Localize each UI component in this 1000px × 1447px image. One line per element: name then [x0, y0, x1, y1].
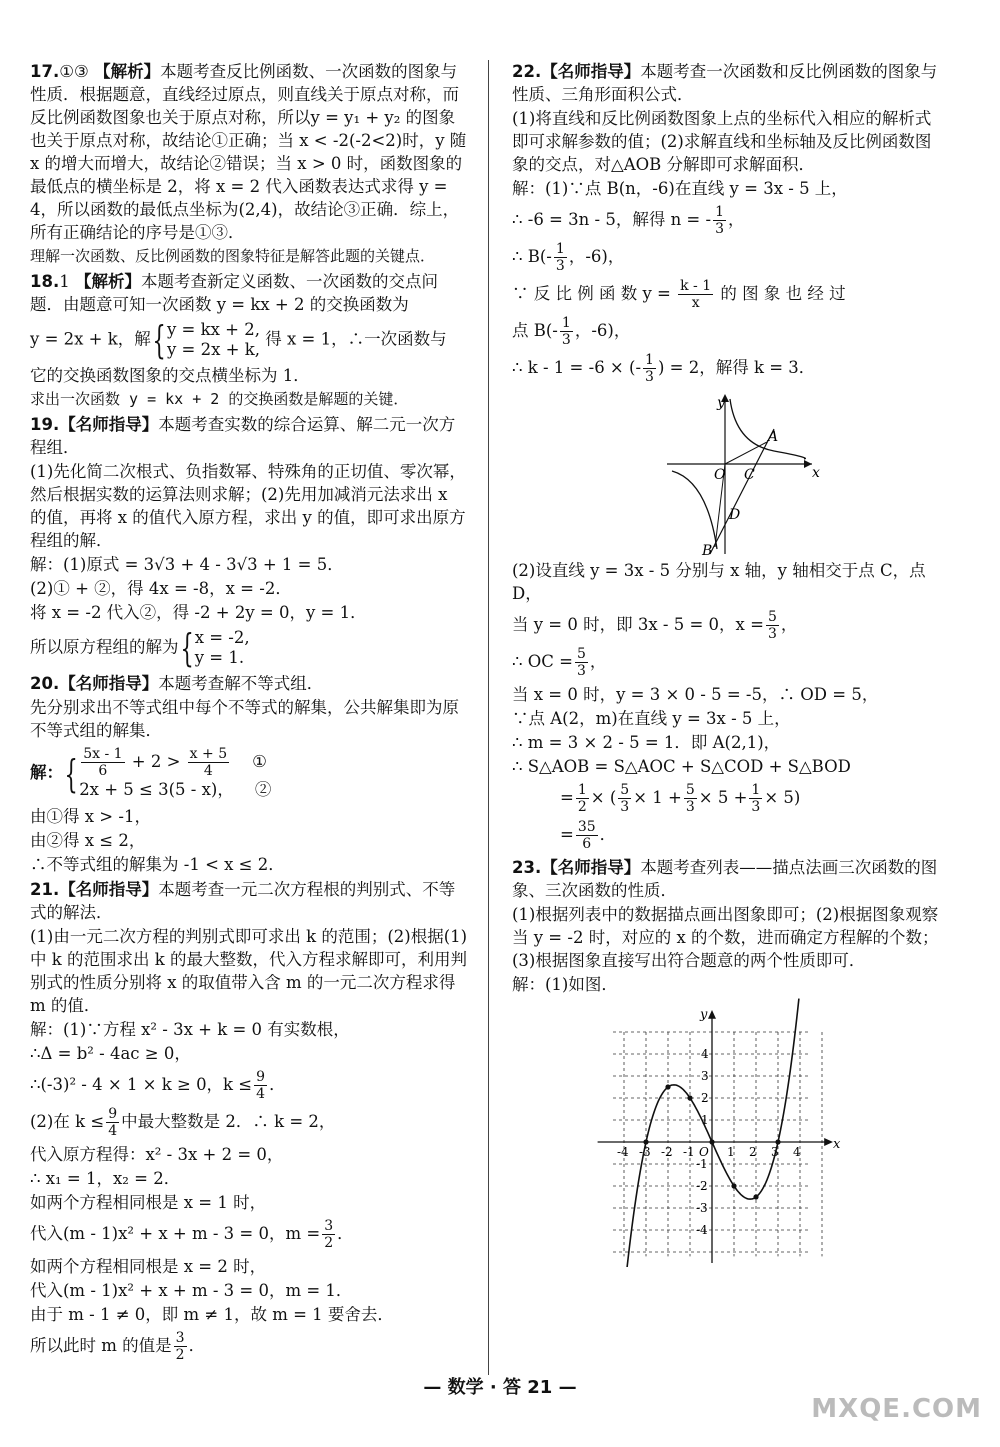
solution-line: 代入(m - 1)x² + x + m - 3 = 0，m = $\frac{3}{2}$ ． [30, 1218, 354, 1251]
key-note: 求出一次函数 y = kx + 2 的交换函数是解题的关键． [30, 390, 409, 408]
fraction: $\frac{35}{6}$ [577, 819, 596, 852]
x-tick-label: -1 [683, 1145, 695, 1159]
solution-line: ∴(-3)² - 4 × 1 × k ≥ 0，k ≤ $\frac{9}{4}$ ． [30, 1069, 286, 1102]
solution-line: 如两个方程相同根是 x = 1 时， [30, 1193, 267, 1212]
solution-line: 解：(1)原式 = 3√3 + 4 - 3√3 + 1 = 5． [30, 555, 344, 574]
solution-line: 当 y = 0 时，即 3x - 5 = 0，x = $\frac{5}{3}$ ， [512, 609, 798, 642]
question-number: 22. [512, 62, 542, 81]
question-number: 19. [30, 415, 60, 434]
x-tick-label: 4 [793, 1145, 801, 1159]
x-tick-label: 3 [771, 1145, 779, 1159]
solution-line: 解：(1)∵点 B(n，-6)在直线 y = 3x - 5 上， [512, 179, 848, 198]
solution-line: ∴ x₁ = 1，x₂ = 2． [30, 1169, 181, 1188]
equation-system [195, 628, 250, 668]
x-tick-label: -2 [661, 1145, 673, 1159]
plotted-point [665, 1084, 670, 1089]
question-21 [30, 878, 468, 924]
fraction: $\frac{1}{2}$ [577, 782, 587, 815]
equation: y = 2x + k, [166, 340, 260, 359]
watermark-logo: MXQE.COM [811, 1394, 982, 1424]
solution-line: 将 x = -2 代入②，得 -2 + 2y = 0，y = 1． [30, 603, 367, 622]
inequalities [79, 746, 271, 801]
question-number: 23. [512, 858, 542, 877]
fraction: $\frac{1}{3}$ [751, 782, 761, 815]
solution-line: ∴ S△AOB = S△AOC + S△COD + S△BOD [512, 757, 851, 776]
x-tick-label: 1 [727, 1145, 735, 1159]
intro: 本题考查列表——描点法画三次函数的图象、三次函数的性质． [512, 858, 938, 900]
fraction: $\frac{5}{3}$ [767, 609, 777, 642]
analysis-body: 本题考查新定义函数、一次函数的交点问题．由题意可知一次函数 y = kx + 2 的交换函数为 [30, 272, 438, 314]
question-17 [30, 60, 468, 244]
intro: 本题考查一元二次方程根的判别式、不等式的解法． [30, 880, 456, 922]
x-tick-label: -4 [617, 1145, 629, 1159]
intro: 本题考查一次函数和反比例函数的图象与性质、三角形面积公式． [512, 62, 938, 104]
solution-line: 当 x = 0 时，y = 3 × 0 - 5 = -5，∴ OD = 5， [512, 685, 879, 704]
solution-line: 解：(1)∵方程 x² - 3x + k = 0 有实数根， [30, 1020, 350, 1039]
solution-line: 由①得 x > -1， [30, 807, 151, 826]
equation: x = -2, [194, 628, 250, 647]
right-column [512, 60, 942, 1267]
y-tick-label: -4 [696, 1223, 708, 1237]
inequality-1: $\frac{5x - 1}{6}$ + 2 > $\frac{x + 5}{4}$ ① [83, 746, 267, 779]
plotted-point [709, 1139, 714, 1144]
hyperbola-line-figure [512, 389, 942, 559]
x-label: x [812, 465, 820, 481]
question-18 [30, 270, 468, 316]
solution-line: 由②得 x ≤ 2， [30, 831, 146, 850]
x-axis-arrow [804, 460, 812, 468]
y-tick-label: -2 [696, 1179, 708, 1193]
fraction: $\frac{x + 5}{4}$ [189, 746, 228, 779]
inequality-2: 2x + 5 ≤ 3(5 - x)， ② [79, 780, 272, 799]
y-label: y [700, 1007, 708, 1023]
guide-text: (1)由一元二次方程的判别式即可求出 k 的范围；(2)根据(1)中 k 的范围求出 k 的最大整数，代入方程求解即可，利用判别式的性质分别将 x 的取值带入含 m 的一元二次方程求得 m 的值． [30, 927, 468, 1015]
plotted-point [643, 1139, 648, 1144]
y-tick-label: -1 [696, 1157, 708, 1171]
x-axis-arrow [824, 1138, 833, 1146]
analysis-body: 本题考查反比例函数、一次函数的图象与性质．根据题意，直线经过原点，则直线关于原点对称，而反比例函数图象也关于原点对称，所以y = y₁ + y₂ 的图象也关于原点对称，故结论①正确；当 x < -2(-2<2)时，y 随 x 的增大而增大，故结论②错误；当 x > 0 时，函数图象的最低点的横坐标是 2，将 x = 2 代入函数表达式求得 y = 4，所以函数的最低点坐标为(2,4)，故结论③正确．综上，所有正确结论的序号是①③． [30, 62, 467, 242]
question-23 [512, 856, 942, 902]
fraction: $\frac{9}{4}$ [256, 1069, 266, 1102]
solution-line: (2)① + ②，得 4x = -8，x = -2． [30, 579, 292, 598]
fraction: $\frac{1}{3}$ [645, 352, 654, 385]
solution-system [30, 628, 468, 668]
equation: y = kx + 2, [166, 320, 260, 339]
plotted-point [731, 1183, 736, 1188]
solution-line: 代入原方程得：x² - 3x + 2 = 0， [30, 1145, 284, 1164]
fraction: $\frac{5}{3}$ [576, 646, 586, 679]
hyperbola-branch-2 [672, 471, 717, 549]
question-number: 20. [30, 674, 60, 693]
solution-line: ∴ OC = $\frac{5}{3}$ ， [512, 646, 607, 679]
text: 所以原方程组的解为 [30, 637, 179, 657]
point-A-label: A [768, 429, 779, 445]
plotted-point [775, 1139, 780, 1144]
y-axis-arrow [708, 1010, 716, 1019]
solution-label: 解： [30, 763, 63, 782]
intro: 本题考查实数的综合运算、解二元一次方程组． [30, 415, 456, 457]
solution-line: 点 B(- $\frac{1}{3}$ ，-6)， [512, 315, 631, 348]
point-C-label: C [744, 467, 755, 483]
conclusion: 它的交换函数图象的交点横坐标为 1． [30, 366, 310, 385]
solution-line: ∴ k - 1 = -6 × (- $\frac{1}{3}$ ) = 2，解得 k = 3． [512, 352, 816, 385]
x-label: x [833, 1137, 841, 1152]
analysis-tag: 【解析】 [94, 62, 161, 81]
solution-line: 所以此时 m 的值是 $\frac{3}{2}$ ． [30, 1330, 206, 1363]
guide-tag: 【名师指导】 [59, 674, 159, 693]
inequality-system [30, 746, 468, 801]
guide-text: (1)先化简二次根式、负指数幂、特殊角的正切值、零次幂，然后根据实数的运算法则求解；(2)先用加减消元法求出 x 的值，再将 x 的值代入原方程，求出 y 的值，即可求出原方程组的解． [30, 462, 466, 550]
line-y-3x-5 [710, 429, 774, 554]
text: y = 2x + k，解 [30, 329, 151, 349]
solution-line: = $\frac{1}{2}$ × ( $\frac{5}{3}$ × 1 + $\frac{5}{3}$ × 5 + $\frac{1}{3}$ × 5) [560, 782, 801, 815]
y-tick-label: 4 [701, 1047, 709, 1061]
fraction: $\frac{1}{3}$ [561, 315, 571, 348]
page-footer: — 数学 · 答 21 — [423, 1377, 577, 1398]
left-brace: { [64, 751, 78, 796]
column-divider [488, 60, 489, 1375]
question-19 [30, 413, 468, 459]
question-22 [512, 60, 942, 106]
key-note: 理解一次函数、反比例函数的图象特征是解答此题的关键点． [30, 247, 436, 265]
point-B-label: B [702, 543, 713, 559]
fraction: $\frac{9}{4}$ [108, 1106, 118, 1139]
text: 得 x = 1，∴一次函数与 [265, 329, 447, 349]
solution-line: ∴Δ = b² - 4ac ≥ 0， [30, 1044, 191, 1063]
solution-line: 如两个方程相同根是 x = 2 时， [30, 1257, 267, 1276]
fraction: $\frac{3}{2}$ [175, 1330, 185, 1363]
question-20 [30, 672, 468, 695]
fraction: $\frac{1}{3}$ [715, 204, 725, 237]
guide-tag: 【名师指导】 [59, 880, 159, 899]
intro: 本题考查解不等式组． [158, 674, 324, 693]
left-brace: { [179, 626, 194, 670]
fraction: $\frac{1}{3}$ [555, 241, 565, 274]
answer: 1 [59, 272, 70, 291]
solution-line: ∴ -6 = 3n - 5，解得 n = - $\frac{1}{3}$ ， [512, 204, 745, 237]
guide-text: (1)根据列表中的数据描点画出图象即可；(2)根据图象观察当 y = -2 时，对应的 x 的个数，进而确定方程解的个数；(3)根据图象直接写出符合题意的两个性质即可． [512, 905, 939, 970]
segment-OA [725, 442, 767, 464]
y-tick-label: -3 [696, 1201, 708, 1215]
solution-line: 解：(1)如图． [512, 975, 618, 994]
solution-line: ∴ m = 3 × 2 - 5 = 1．即 A(2,1)， [512, 733, 781, 752]
guide-tag: 【名师指导】 [541, 62, 641, 81]
guide-tag: 【名师指导】 [59, 415, 159, 434]
guide-tag: 【名师指导】 [541, 858, 641, 877]
y-tick-label: 3 [701, 1069, 709, 1083]
x-tick-label: 2 [749, 1145, 757, 1159]
y-tick-label: 1 [701, 1113, 709, 1127]
guide-text: 先分别求出不等式组中每个不等式的解集，公共解集即为原不等式组的解集． [30, 698, 459, 740]
cubic-function-graph [512, 997, 942, 1267]
solution-line: (2)在 k ≤ $\frac{9}{4}$ 中最大整数是 2．∴ k = 2， [30, 1106, 336, 1139]
left-brace: { [152, 318, 166, 362]
analysis-tag: 【解析】 [74, 272, 141, 291]
solution-line: (2)设直线 y = 3x - 5 分别与 x 轴，y 轴相交于点 C，点 D， [512, 561, 926, 603]
fraction: $\frac{5}{3}$ [685, 782, 695, 815]
equation: y = 1. [194, 648, 245, 667]
origin-label: O [699, 1145, 709, 1159]
point-O-label: O [714, 467, 726, 483]
y-tick-label: 2 [701, 1091, 709, 1105]
solution-line: = $\frac{35}{6}$ ． [560, 819, 617, 852]
solution-line: 代入(m - 1)x² + x + m - 3 = 0，m = 1． [30, 1281, 353, 1300]
guide-text: (1)将直线和反比例函数图象上点的坐标代入相应的解析式即可求解参数的值；(2)求解直线和坐标轴及反比例函数图象的交点，对△AOB 分解即可求解面积． [512, 109, 932, 174]
fraction: $\frac{3}{2}$ [324, 1218, 334, 1251]
solution-line: ∵ 反 比 例 函 数 y = $\frac{k - 1}{x}$ 的 图 象 也 经 过 [512, 278, 846, 311]
question-number: 18. [30, 272, 60, 291]
equation-system-line [30, 320, 468, 360]
solution-line: 由于 m - 1 ≠ 0，即 m ≠ 1，故 m = 1 要舍去． [30, 1305, 394, 1324]
answer: ①③ [59, 62, 89, 81]
plotted-point [753, 1194, 758, 1199]
y-label: y [717, 395, 725, 411]
question-number: 21. [30, 880, 60, 899]
solution-line: ∴ B(- $\frac{1}{3}$ ，-6)， [512, 241, 625, 274]
solution-line: ∴不等式组的解集为 -1 < x ≤ 2． [30, 855, 285, 874]
plotted-point [687, 1095, 692, 1100]
equation-system [167, 320, 260, 360]
x-tick-label: -3 [639, 1145, 651, 1159]
fraction: $\frac{k - 1}{x}$ [680, 278, 712, 311]
solution-line: ∵点 A(2，m)在直线 y = 3x - 5 上， [512, 709, 791, 728]
point-D-label: D [729, 507, 741, 523]
fraction: $\frac{5}{3}$ [620, 782, 630, 815]
left-column [30, 60, 468, 1367]
fraction: $\frac{5x - 1}{6}$ [83, 746, 123, 779]
question-number: 17. [30, 62, 60, 81]
